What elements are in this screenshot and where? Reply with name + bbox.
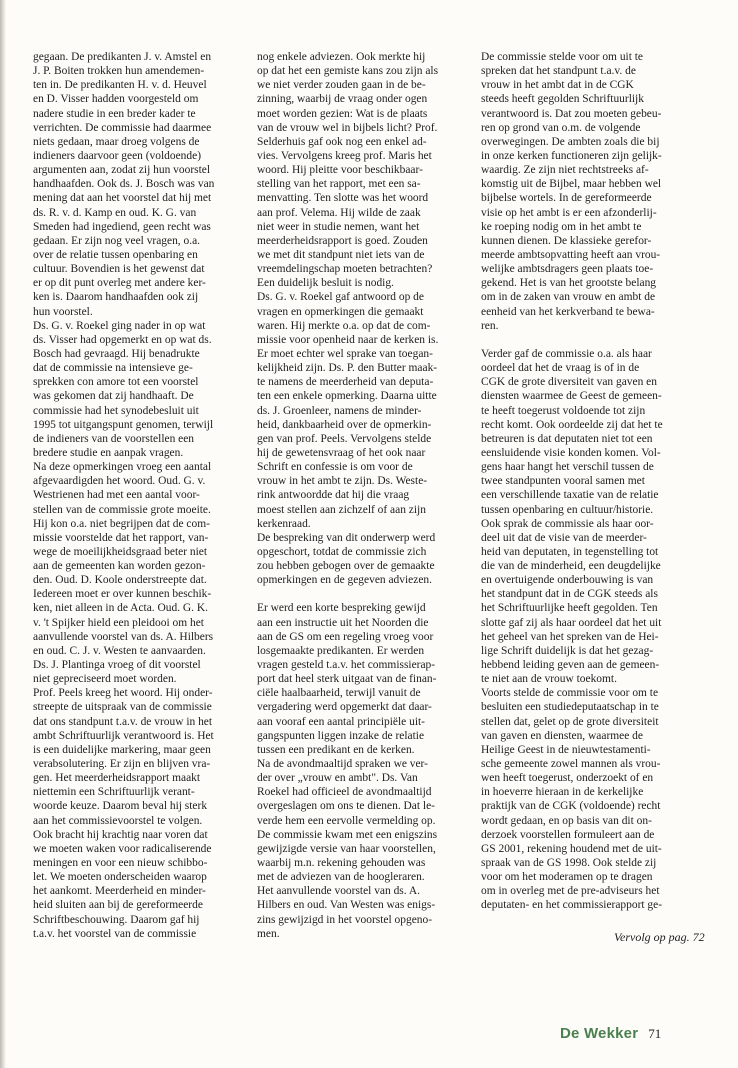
magazine-name: De Wekker: [560, 1025, 639, 1042]
page-footer: [560, 1025, 710, 1043]
text-line: Na deze opmerkingen vroeg een aantal: [33, 461, 212, 474]
text-line: indieners daarvoor geen (voldoende): [33, 149, 201, 162]
text-line: ren.: [481, 319, 499, 332]
text-line: afgevaardigden het woord. Oud. G. v.: [33, 475, 206, 488]
text-line: vergadering werd opgemerkt dat daar-: [257, 701, 432, 714]
text-line: commissie had het synodebesluit uit: [33, 404, 199, 417]
text-line: van gaven en diensten, waarmee de: [481, 729, 643, 742]
text-line: gegaan. De predikanten J. v. Amstel en: [33, 51, 212, 63]
text-line: moet worden gezien: Wat is de plaats: [257, 107, 428, 120]
text-line: deputaten- en het commissierapport ge-: [481, 899, 663, 912]
text-line: om in de zaken van vrouw en ambt de: [481, 291, 656, 304]
text-line: spraak van de GS 1998. Ook stelde zij: [481, 857, 657, 870]
text-line: Na de avondmaaltijd spraken we ver-: [257, 758, 428, 771]
text-line: gens haar hangt het verschil tussen de: [481, 461, 654, 474]
text-line: ds. R. v. d. Kamp en oud. K. G. van: [33, 206, 197, 219]
text-line: Verder gaf de commissie o.a. als haar: [481, 347, 652, 360]
text-line: niets gedaan, maar droeg volgens de: [33, 135, 200, 148]
text-line: is een duidelijke markering, maar geen: [33, 743, 211, 756]
text-line: komstig uit de Bijbel, maar hebben wel: [481, 178, 662, 191]
text-line: we niet verder zouden gaan in de be-: [257, 79, 426, 92]
text-line: betreuren is dat deputaten niet tot een: [481, 432, 653, 445]
text-line: vies. Vervolgens kreeg prof. Maris het: [257, 149, 432, 162]
text-line: nog enkele adviezen. Ook merkte hij: [257, 51, 426, 63]
text-line: eensluidende visie konden komen. Vol-: [481, 446, 661, 459]
text-line: het standpunt dat in de CGK steeds als: [481, 588, 658, 601]
text-line: overgeslagen om ons te dienen. Dat le-: [257, 800, 435, 813]
text-line: Een duidelijk besluit is nodig.: [257, 277, 394, 290]
text-line: nadere studie in een breder kader te: [33, 107, 196, 120]
text-line: hij de gewetensvraag of het ook naar: [257, 446, 426, 459]
text-line: let. We moeten onderscheiden waarop: [33, 871, 207, 884]
text-line: er op dit punt overleg met andere ker-: [33, 277, 206, 290]
text-line: gen. Het meerderheidsrapport maakt: [33, 772, 201, 785]
text-line: besluiten een studiedeputaatschap in te: [481, 701, 659, 714]
text-line: gangspunten liggen inzake de relatie: [257, 729, 425, 742]
text-line: zins gewijzigd in het voorstel opgeno-: [257, 913, 433, 926]
text-line: lige Schrift duidelijk is dat het gezag-: [481, 644, 654, 657]
text-line: 1995 tot uitgangspunt genomen, terwijl: [33, 418, 214, 431]
text-line: we moeten waken voor radicaliserende: [33, 842, 212, 855]
text-line: aanvullende voorstel van ds. A. Hilbers: [33, 630, 214, 643]
text-line: niettemin een Schriftuurlijk verant-: [33, 786, 195, 799]
text-line: vrouw in het ambt te zijn. Ds. Weste-: [257, 475, 428, 488]
text-line: slotte gaf zij als haar oordeel dat het uit: [481, 616, 662, 629]
text-line: wen heeft toegerust, onderzoekt of en: [481, 772, 654, 785]
text-line: handhaafden. Ook ds. J. Bosch was van: [33, 178, 215, 191]
text-line: gekend. Het is van het grootste belang: [481, 277, 657, 290]
text-line: aan de gemeenten kan worden gezon-: [33, 560, 206, 573]
text-line: De commissie stelde voor om uit te: [481, 51, 644, 63]
text-line: recht komt. Ook oordeelde zij dat het te: [481, 418, 663, 431]
text-line: te niet aan de vrouw toekomt.: [481, 673, 617, 686]
text-line: steeds heeft gegolden Schriftuurlijk: [481, 93, 644, 106]
text-line: stellen van de commissie grote moeite.: [33, 503, 211, 516]
continued-note: Vervolg op pag. 72: [614, 930, 705, 944]
text-line: wege de moeilijkheidsgraad beter niet: [33, 545, 208, 558]
text-line: spreken dat het standpunt t.a.v. de: [481, 65, 636, 78]
text-line: vreemdelingschap moeten betrachten?: [257, 263, 433, 276]
text-line: vragen en opmerkingen die gemaakt: [257, 305, 424, 318]
text-line: Prof. Peels kreeg het woord. Hij onder-: [33, 687, 213, 700]
text-line: twee standpunten vooral samen met: [481, 475, 645, 488]
text-line: waardig. Ze zijn niet rechtstreeks af-: [481, 164, 649, 177]
text-line: Er moet echter wel sprake van toegan-: [257, 347, 433, 360]
text-line: t.a.v. het voorstel van de commissie: [33, 927, 197, 940]
paragraph-gap: [481, 333, 699, 347]
text-line: stelling van het rapport, met een sa-: [257, 178, 421, 191]
text-line: in onze kerken functioneren zijn gelijk-: [481, 149, 662, 162]
text-line: welijke ambtsdragers geen plaats toe-: [481, 263, 654, 276]
text-line: we met dit standpunt niet iets van de: [257, 248, 425, 261]
text-line: te namens de meerderheid van deputa-: [257, 376, 434, 389]
text-line: zou hebben gebogen over de gemaakte: [257, 560, 435, 573]
text-line: argumenten aan, zodat zij hun voorstel: [33, 164, 211, 177]
text-line: ten een enkele opmerking. Daarna uitte: [257, 390, 437, 403]
text-line: Ook sprak de commissie als haar oor-: [481, 517, 654, 530]
text-line: het geheel van het spreken van de Hei-: [481, 630, 659, 643]
text-line: zinning, waarbij de vraag onder ogen: [257, 93, 428, 106]
text-line: derzoek voorstellen formuleert aan de: [481, 828, 655, 841]
text-line: meerderheidsrapport is goed. Zouden: [257, 234, 428, 247]
text-line: gedaan. Er zijn nog veel vragen, o.a.: [33, 234, 201, 247]
text-line: Hij kon o.a. niet begrijpen dat de com-: [33, 517, 210, 530]
text-line: ambt Schriftuurlijk verantwoord is. Het: [33, 729, 214, 742]
text-line: aan prof. Velema. Hij wilde de zaak: [257, 206, 421, 219]
text-line: Roekel had officieel de avondmaaltijd: [257, 786, 432, 799]
text-line: Smeden had ingediend, geen recht was: [33, 220, 211, 233]
text-line: kerkenraad.: [257, 517, 311, 530]
text-line: in hoeverre hieraan in de kerkelijke: [481, 786, 644, 799]
text-line: J. P. Boiten trokken hun amendemen-: [33, 65, 205, 78]
text-column-1: [33, 50, 248, 941]
text-line: sprekken con amore tot een voorstel: [33, 376, 199, 389]
text-line: en D. Visser hadden voorgesteld om: [33, 93, 199, 106]
text-line: voor om het moderamen op te dragen: [481, 871, 653, 884]
text-line: te heeft toegerust voldoende tot zijn: [481, 404, 646, 417]
text-line: opgeschort, totdat de commissie zich: [257, 545, 427, 558]
text-line: Ook bracht hij krachtig naar voren dat: [33, 828, 208, 841]
text-line: mening dat aan het voorstel dat hij met: [33, 192, 212, 205]
text-line: men.: [257, 927, 280, 940]
text-line: heid van deputaten, in tegenstelling tot: [481, 545, 659, 558]
text-line: aan een instructie uit het Noorden die: [257, 616, 429, 629]
text-line: rink antwoordde dat hij die vraag: [257, 489, 410, 502]
text-line: Bosch had gevraagd. Hij benadrukte: [33, 347, 200, 360]
text-line: Schriftbeschouwing. Daarom gaf hij: [33, 913, 200, 926]
text-line: dat de commissie na intensieve ge-: [33, 362, 193, 375]
text-line: niet gepreciseerd moet worden.: [33, 673, 177, 686]
text-line: ken, niet alleen in de Acta. Oud. G. K.: [33, 602, 209, 615]
text-line: der over „vrouw en ambt". Ds. Van: [257, 772, 418, 785]
text-line: ren op grond van o.m. de volgende: [481, 121, 641, 134]
text-line: op dat het een gemiste kans zou zijn als: [257, 65, 439, 78]
text-line: GS 2001, rekening houdend met de uit-: [481, 842, 662, 855]
text-line: vragen gesteld t.a.v. het commissierap-: [257, 659, 436, 672]
text-line: cultuur. Bovendien is het gewenst dat: [33, 263, 205, 276]
text-line: Ds. J. Plantinga vroeg of dit voorstel: [33, 659, 201, 672]
text-line: en overtuigende onderbouwing is van: [481, 574, 654, 587]
text-line: stellen dat, gelet op de grote diversiteit: [481, 715, 659, 728]
text-line: het aankomt. Meerderheid en minder-: [33, 885, 206, 898]
text-line: gen van prof. Peels. Vervolgens stelde: [257, 432, 432, 445]
text-line: deel uit dat de visie van de meerder-: [481, 531, 647, 544]
text-line: Selderhuis gaf ook nog een enkel ad-: [257, 135, 427, 148]
text-line: Iedereen moet er over kunnen beschik-: [33, 588, 212, 601]
text-line: De commissie kwam met een enigszins: [257, 828, 438, 841]
text-line: van de vrouw wel in bijbels licht? Prof.: [257, 121, 438, 134]
text-line: ke roeping nodig om in het ambt te: [481, 220, 642, 233]
text-line: den. Oud. D. Koole onderstreepte dat.: [33, 574, 207, 587]
text-line: aan vooraf een aantal principiële uit-: [257, 715, 425, 728]
text-line: missie voorstelde dat het rapport, van-: [33, 531, 209, 544]
text-line: visie op het ambt is er een afzonderlij-: [481, 206, 657, 219]
text-line: diensten waarmee de Geest de gemeen-: [481, 390, 662, 403]
text-line: Hilbers en oud. Van Westen was enigs-: [257, 899, 436, 912]
text-line: met de adviezen van de hoogleraren.: [257, 871, 425, 884]
text-line: aan het commissievoorstel te volgen.: [33, 814, 203, 827]
text-line: streepte de uitspraak van de commissie: [33, 701, 212, 714]
text-line: CGK de grote diversiteit van gaven en: [481, 376, 657, 389]
text-line: aan de GS om een regeling vroeg voor: [257, 630, 434, 643]
text-line: menvatting. Ten slotte was het woord: [257, 192, 429, 205]
text-line: bredere studie en aanpak vragen.: [33, 446, 184, 459]
text-line: verantwoord is. Dat zou moeten gebeu-: [481, 107, 662, 120]
text-line: verrichten. De commissie had daarmee: [33, 121, 212, 134]
text-line: praktijk van de CGK (voldoende) recht: [481, 800, 661, 813]
text-line: een verschillende taxatie van de relatie: [481, 489, 659, 502]
text-line: ken is. Daarom handhaafden ook zij: [33, 291, 199, 304]
text-line: ciële haalbaarheid, terwijl vanuit de: [257, 687, 421, 700]
text-line: om in overleg met de pre-adviseurs het: [481, 885, 660, 898]
text-line: gewijzigde versie van haar voorstellen,: [257, 842, 436, 855]
text-line: woorde keuze. Daarom beval hij sterk: [33, 800, 208, 813]
text-line: verabsolutering. Er zijn en blijven vra-: [33, 758, 211, 771]
text-line: die van de minderheid, een deugdelijke: [481, 560, 661, 573]
text-column-3: [481, 50, 699, 913]
text-line: heid sluiten aan bij de gereformeerde: [33, 899, 203, 912]
text-line: meerde ambtsopvatting heeft aan vrou-: [481, 248, 661, 261]
text-line: Schrift en confessie is om voor de: [257, 461, 413, 474]
text-line: kunnen dienen. De klassieke gerefor-: [481, 234, 652, 247]
text-line: oordeel dat het de vraag is of in de: [481, 362, 640, 375]
text-line: verde hem een eervolle vermelding op.: [257, 814, 436, 827]
text-line: Westrienen had met een aantal voor-: [33, 489, 200, 502]
text-line: hun voorstel.: [33, 305, 93, 318]
text-line: Het aanvullende voorstel van ds. A.: [257, 885, 420, 898]
text-line: overwegingen. De ambten zoals die bij: [481, 135, 660, 148]
text-line: moest stellen aan zichzelf of aan zijn: [257, 503, 426, 516]
text-line: kelijkheid zijn. Ds. P. den Butter maak-: [257, 362, 438, 375]
text-line: over de relatie tussen openbaring en: [33, 248, 198, 261]
page-binding-shadow: [0, 0, 6, 1068]
text-line: De bespreking van dit onderwerp werd: [257, 531, 436, 544]
text-line: Ds. G. v. Roekel ging nader in op wat: [33, 319, 206, 332]
text-line: het Schriftuurlijke heeft gegolden. Ten: [481, 602, 658, 615]
text-line: eenheid van het kerkverband te bewa-: [481, 305, 655, 318]
text-line: losgemaakte predikanten. Er werden: [257, 644, 425, 657]
text-line: en oud. C. J. v. Westen te aanvaarden.: [33, 644, 206, 657]
text-line: bijbelse wortels. In de gereformeerde: [481, 192, 652, 205]
text-line: heid, dankbaarheid over de opmerkin-: [257, 418, 432, 431]
text-line: port dat heel sterk uitgaat van de finan-: [257, 673, 437, 686]
text-line: vrouw in het ambt dat in de CGK: [481, 79, 634, 92]
text-line: missie voor openheid naar de kerken is.: [257, 333, 439, 346]
text-line: waarbij m.n. rekening gehouden was: [257, 857, 426, 870]
text-line: Voorts stelde de commissie voor om te: [481, 687, 659, 700]
text-line: meningen en voor een nieuw schibbo-: [33, 857, 208, 870]
text-line: was gekomen dat zij handhaaft. De: [33, 390, 194, 403]
paragraph-gap: [257, 587, 472, 601]
text-line: ds. Visser had opgemerkt en op wat ds.: [33, 333, 212, 346]
text-column-2: [257, 50, 472, 941]
text-line: opmerkingen en de gegeven adviezen.: [257, 574, 432, 587]
page-number: 71: [648, 1026, 662, 1041]
text-line: ds. J. Groenleer, namens de minder-: [257, 404, 422, 417]
text-line: woord. Hij pleitte voor beschikbaar-: [257, 164, 423, 177]
text-line: ten in. De predikanten H. v. d. Heuvel: [33, 79, 207, 92]
text-line: waren. Hij merkte o.a. op dat de com-: [257, 319, 431, 332]
text-line: wordt gedaan, en op basis van dit on-: [481, 814, 652, 827]
text-line: tussen openbaring en cultuur/historie.: [481, 503, 654, 516]
text-line: de indieners van de voorstellen een: [33, 432, 195, 445]
text-line: tussen een predikant en de kerken.: [257, 743, 415, 756]
text-line: Heilige Geest in de nieuwtestamenti-: [481, 743, 651, 756]
text-line: dat ons standpunt t.a.v. de vrouw in het: [33, 715, 213, 728]
text-line: v. 't Spijker hield een pleidooi om het: [33, 616, 204, 629]
text-line: hebbend leiding geven aan de gemeen-: [481, 659, 660, 672]
text-line: sche gemeente zowel mannen als vrou-: [481, 758, 661, 771]
text-line: niet weer in studie nemen, want het: [257, 220, 420, 233]
text-line: Er werd een korte bespreking gewijd: [257, 602, 426, 615]
text-line: Ds. G. v. Roekel gaf antwoord op de: [257, 291, 424, 304]
